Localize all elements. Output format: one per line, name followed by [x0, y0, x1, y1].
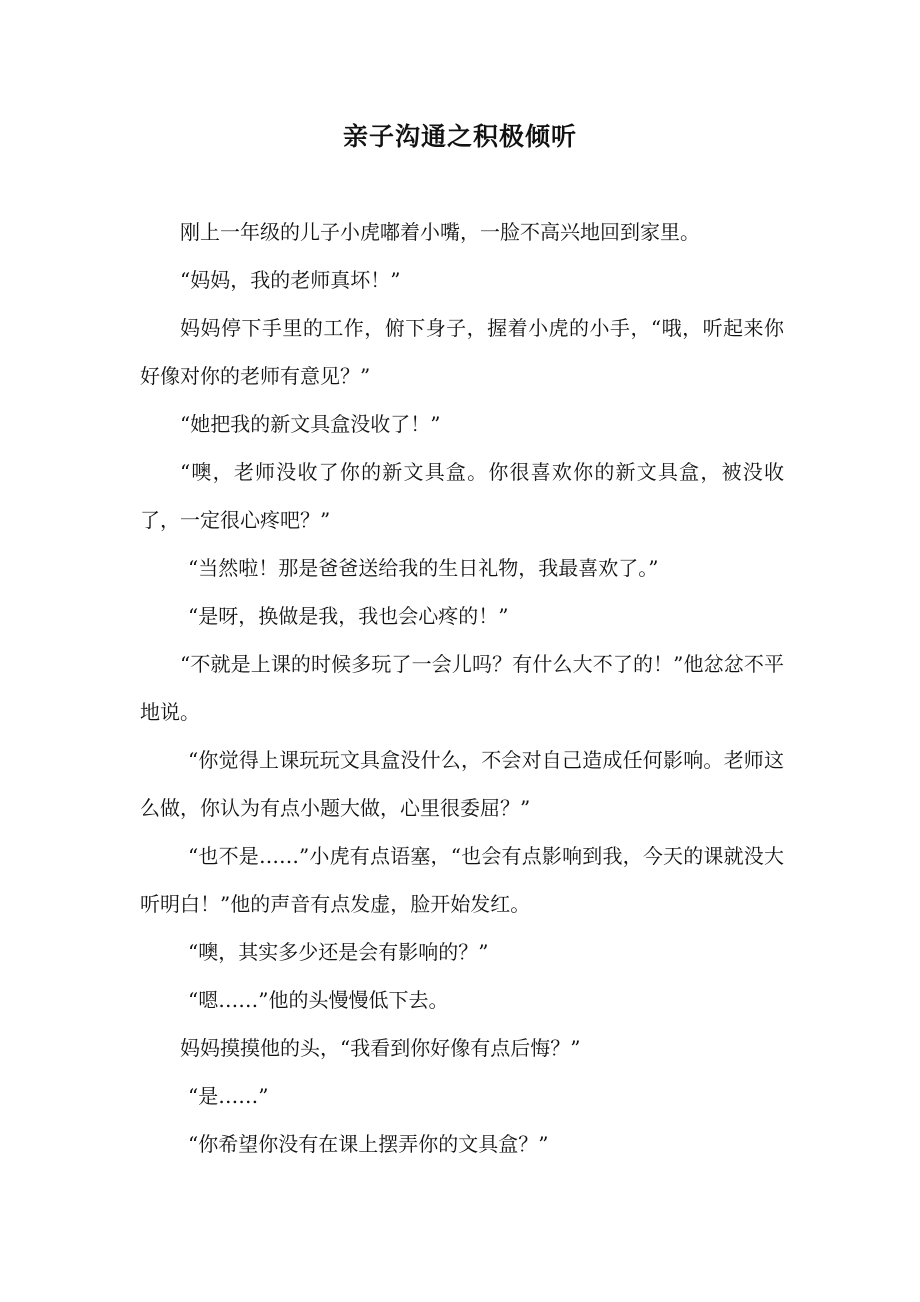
paragraph: “妈妈，我的老师真坏！”	[180, 268, 401, 292]
paragraph: “嗯……”他的头慢慢低下去。	[188, 988, 449, 1012]
document-title: 亲子沟通之积极倾听	[342, 122, 577, 151]
paragraph: “你希望你没有在课上摆弄你的文具盒？”	[188, 1132, 549, 1156]
paragraph: “当然啦！那是爸爸送给我的生日礼物，我最喜欢了。”	[188, 556, 659, 580]
paragraph: “是……”	[188, 1084, 269, 1108]
document-body	[140, 208, 784, 1168]
paragraph: “也不是……”小虎有点语塞，“也会有点影响到我，今天的课就没大听明白！”他的声音有点发虚，脸开始发红。	[140, 844, 784, 916]
paragraph: “是呀，换做是我，我也会心疼的！”	[188, 604, 509, 628]
paragraph: “不就是上课的时候多玩了一会儿吗？有什么大不了的！”他忿忿不平地说。	[140, 652, 784, 724]
paragraph: 妈妈停下手里的工作，俯下身子，握着小虎的小手，“哦，听起来你好像对你的老师有意见？”	[140, 316, 784, 388]
paragraph: “她把我的新文具盒没收了！”	[180, 412, 441, 436]
paragraph: “你觉得上课玩玩文具盒没什么，不会对自己造成任何影响。老师这么做，你认为有点小题大做，心里很委屈？”	[140, 748, 784, 820]
paragraph: 妈妈摸摸他的头，“我看到你好像有点后悔？”	[180, 1036, 581, 1060]
paragraph: “噢，其实多少还是会有影响的？”	[188, 940, 489, 964]
paragraph: 刚上一年级的儿子小虎嘟着小嘴，一脸不高兴地回到家里。	[180, 220, 700, 244]
paragraph: “噢，老师没收了你的新文具盒。你很喜欢你的新文具盒，被没收了，一定很心疼吧？”	[140, 460, 784, 532]
